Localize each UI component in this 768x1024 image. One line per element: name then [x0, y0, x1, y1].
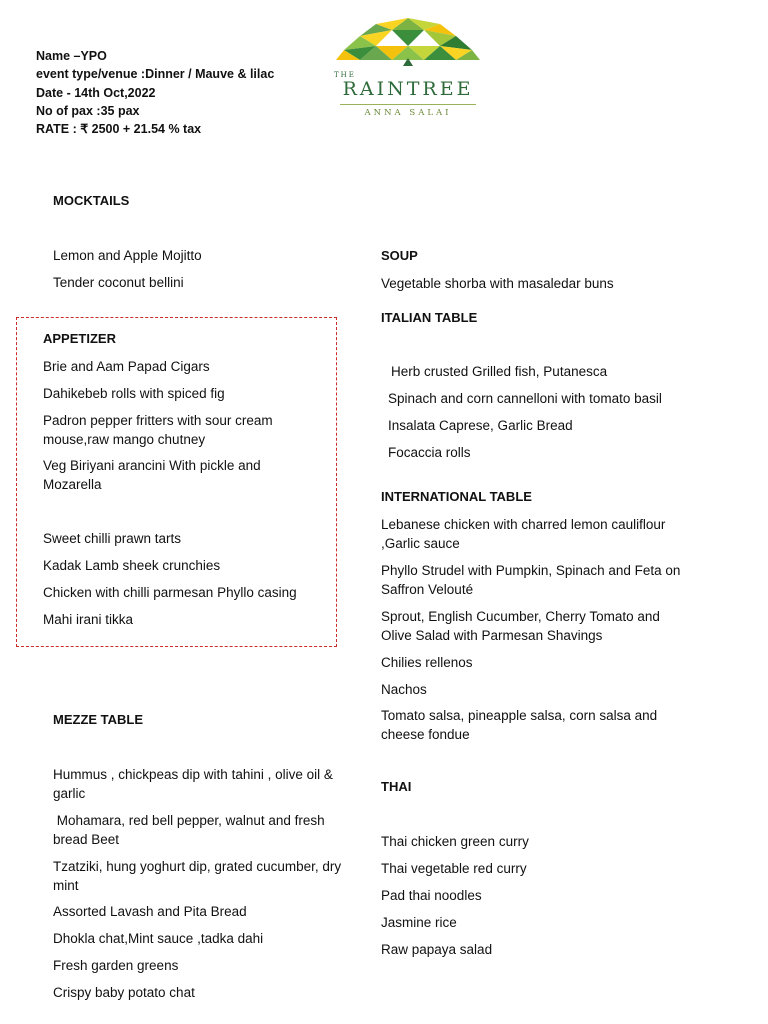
soup-heading: SOUP	[381, 248, 418, 263]
appetizer-item: Dahikebeb rolls with spiced fig	[43, 386, 225, 401]
mocktail-item: Tender coconut bellini	[53, 275, 184, 290]
event-date: Date - 14th Oct,2022	[36, 86, 156, 100]
mezze-item: Crispy baby potato chat	[53, 985, 195, 1000]
appetizer-item: Mahi irani tikka	[43, 612, 134, 627]
appetizer-item: Padron pepper fritters with sour cream mouse,raw mango chutney	[43, 413, 273, 447]
appetizer-item: Brie and Aam Papad Cigars	[43, 359, 210, 374]
mezze-heading: MEZZE TABLE	[53, 712, 144, 727]
italian-heading: ITALIAN TABLE	[381, 310, 478, 325]
mezze-item: Dhokla chat,Mint sauce ,tadka dahi	[53, 931, 264, 946]
appetizer-item: Kadak Lamb sheek crunchies	[43, 558, 221, 573]
international-heading: INTERNATIONAL TABLE	[381, 489, 532, 504]
tree-canopy-icon	[332, 16, 484, 76]
appetizer-item: Chicken with chilli parmesan Phyllo casing	[43, 585, 297, 600]
soup-item: Vegetable shorba with masaledar buns	[381, 276, 614, 291]
italian-item: Focaccia rolls	[388, 445, 471, 460]
guest-name: Name –YPO	[36, 49, 107, 63]
international-item: Nachos	[381, 682, 427, 697]
appetizer-item: Sweet chilli prawn tarts	[43, 531, 182, 546]
raintree-logo	[332, 16, 484, 120]
logo-divider	[340, 104, 476, 105]
italian-item: Insalata Caprese, Garlic Bread	[388, 418, 573, 433]
thai-item: Thai vegetable red curry	[381, 861, 527, 876]
mezze-item: Fresh garden greens	[53, 958, 179, 973]
pax-count: No of pax :35 pax	[36, 104, 140, 118]
mocktails-heading: MOCKTAILS	[53, 193, 130, 208]
appetizer-item: Veg Biriyani arancini With pickle and Mozarella	[43, 458, 261, 492]
mezze-item: Assorted Lavash and Pita Bread	[53, 904, 247, 919]
international-item: Lebanese chicken with charred lemon cauliflour ,Garlic sauce	[381, 517, 666, 551]
international-item: Phyllo Strudel with Pumpkin, Spinach and Feta on Saffron Velouté	[381, 563, 681, 597]
logo-brand-text: RAINTREE	[342, 78, 474, 100]
rate: RATE : ₹ 2500 + 21.54 % tax	[36, 122, 202, 136]
international-item: Chilies rellenos	[381, 655, 473, 670]
italian-item: Herb crusted Grilled fish, Putanesca	[391, 364, 608, 379]
logo-subtitle: ANNA SALAI	[364, 108, 452, 118]
mezze-item: Hummus , chickpeas dip with tahini , olive oil & garlic	[53, 767, 333, 801]
thai-item: Raw papaya salad	[381, 942, 493, 957]
thai-item: Pad thai noodles	[381, 888, 482, 903]
thai-heading: THAI	[381, 779, 412, 794]
international-item: Sprout, English Cucumber, Cherry Tomato and Olive Salad with Parmesan Shavings	[381, 609, 660, 643]
thai-item: Thai chicken green curry	[381, 834, 529, 849]
international-item: Tomato salsa, pineapple salsa, corn salsa and cheese fondue	[381, 708, 658, 742]
mezze-item: Mohamara, red bell pepper, walnut and fresh bread Beet	[53, 813, 329, 847]
mocktail-item: Lemon and Apple Mojitto	[53, 248, 202, 263]
logo-the-text: THE	[334, 71, 356, 79]
event-venue: event type/venue :Dinner / Mauve & lilac	[36, 67, 275, 81]
thai-item: Jasmine rice	[381, 915, 457, 930]
appetizer-heading: APPETIZER	[43, 331, 116, 346]
mezze-item: Tzatziki, hung yoghurt dip, grated cucumber, dry mint	[53, 859, 342, 893]
italian-item: Spinach and corn cannelloni with tomato basil	[388, 391, 662, 406]
